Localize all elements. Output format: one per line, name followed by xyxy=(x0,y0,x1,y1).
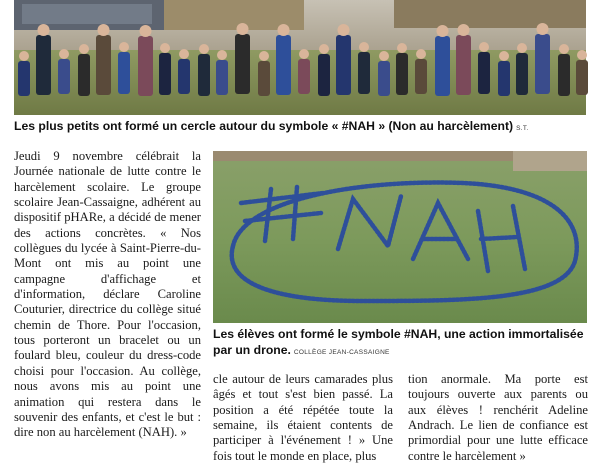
caption-text: Les élèves ont formé le symbole #NAH, une action immortalisée par un drone. xyxy=(213,327,584,357)
children-circle-image xyxy=(14,0,586,115)
photo-drone-nah xyxy=(213,151,587,323)
article-column-left xyxy=(14,149,201,449)
article-paragraph: Jeudi 9 novembre célébrait la Journée nationale de lutte contre le harcèlement scolaire. Le groupe scolaire Jean-Cassaigne, adhérent au dispositif pHARe, a décidé de mener des actions concrètes. « Nos collègues du lycée à Saint-Pierre-du-Mont ont mis au point une campagne d'affichage et d'information, déclare Caroline Couturier, directrice du collège situé chemin de Thore. Pour l'occasion, tous porteront un bracelet ou un foulard bleu, couleur du dress-code choisi pour l'occasion. Au collège, nous avons mis au point une animation qui restera dans le souvenir des enfants, et c'est le but : dire non au harcèlement (NAH). » xyxy=(14,149,201,440)
article-paragraph: tion anormale. Ma porte est toujours ouverte aux parents ou aux élèves ! renchérit Adeline Andrach. Le lien de confiance est primordial pour une lutte efficace contre le harcèlement » xyxy=(408,372,588,463)
article-paragraph: cle autour de leurs camarades plus âgés et tout s'est bien passé. La position a été répétée toute la semaine, ils étaient contents de participer à l'événement ! » Une fois tout le monde en place, plus xyxy=(213,372,393,463)
drone-nah-image xyxy=(213,151,587,323)
caption-drone-nah xyxy=(213,327,593,360)
article-column-middle xyxy=(213,372,393,463)
caption-children-circle xyxy=(14,119,594,137)
article-column-right xyxy=(408,372,588,463)
photo-credit: COLLÈGE JEAN-CASSAIGNE xyxy=(293,348,390,356)
photo-children-circle xyxy=(14,0,586,115)
photo-credit: S.T. xyxy=(516,125,529,132)
caption-text: Les plus petits ont formé un cercle autour du symbole « #NAH » (Non au harcèlement) xyxy=(14,119,514,133)
